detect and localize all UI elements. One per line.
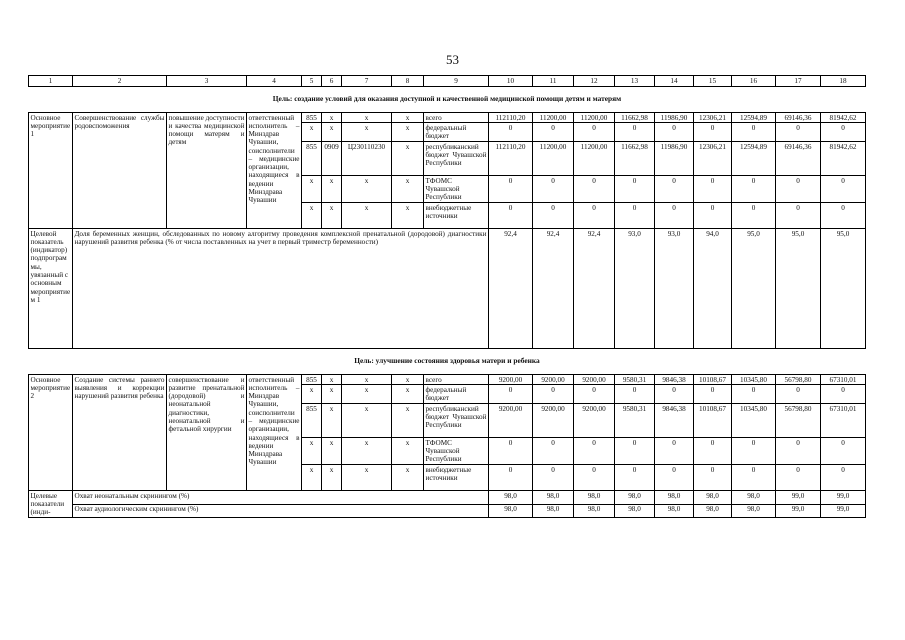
amount-cell: 11986,90 bbox=[655, 113, 694, 123]
amount-cell: 11662,98 bbox=[615, 113, 655, 123]
amount-cell: 0 bbox=[489, 438, 533, 465]
amount-cell: 0 bbox=[533, 438, 574, 465]
indicator-label: Целевой показатель (индикатор) подпрограммы, увязанный с основным мероприятием 1 bbox=[29, 229, 73, 349]
column-number: 6 bbox=[322, 76, 342, 87]
amount-cell: 69146,36 bbox=[776, 113, 821, 123]
program-table bbox=[28, 75, 866, 518]
amount-cell: 0 bbox=[615, 176, 655, 203]
amount-cell: 9846,38 bbox=[655, 375, 694, 385]
column-number: 2 bbox=[73, 76, 167, 87]
column-number: 8 bbox=[392, 76, 424, 87]
code-cell: х bbox=[322, 176, 342, 203]
funding-source: всего bbox=[424, 375, 489, 385]
indicator-value: 98,0 bbox=[655, 504, 694, 517]
indicator-value: 98,0 bbox=[489, 491, 533, 504]
amount-cell: 0 bbox=[776, 465, 821, 491]
funding-source: ТФОМС Чувашской Республики bbox=[424, 438, 489, 465]
column-number: 9 bbox=[424, 76, 489, 87]
code-cell: 855 bbox=[302, 113, 322, 123]
amount-cell: 9200,00 bbox=[533, 404, 574, 438]
amount-cell: 81942,62 bbox=[821, 142, 866, 176]
goal-row bbox=[29, 87, 866, 113]
amount-cell: 11986,90 bbox=[655, 142, 694, 176]
column-number-row bbox=[29, 76, 866, 87]
indicator-value: 92,4 bbox=[533, 229, 574, 349]
amount-cell: 0 bbox=[776, 438, 821, 465]
amount-cell: 0 bbox=[574, 438, 615, 465]
code-cell: х bbox=[342, 438, 392, 465]
amount-cell: 0 bbox=[489, 465, 533, 491]
funding-source: внебюджетные источники bbox=[424, 203, 489, 229]
amount-cell: 10108,67 bbox=[694, 375, 732, 385]
amount-cell: 0 bbox=[732, 438, 776, 465]
code-cell: 0909 bbox=[322, 142, 342, 176]
indicator-value: 98,0 bbox=[655, 491, 694, 504]
amount-cell: 0 bbox=[732, 385, 776, 404]
amount-cell: 0 bbox=[776, 385, 821, 404]
amount-cell: 12594,89 bbox=[732, 113, 776, 123]
amount-cell: 9200,00 bbox=[489, 404, 533, 438]
indicator-text: Охват неонатальным скринингом (%) bbox=[73, 491, 489, 504]
amount-cell: 9200,00 bbox=[574, 404, 615, 438]
funding-source: ТФОМС Чувашской Республики bbox=[424, 176, 489, 203]
indicator-value: 92,4 bbox=[489, 229, 533, 349]
amount-cell: 0 bbox=[574, 176, 615, 203]
amount-cell: 0 bbox=[655, 123, 694, 142]
indicator-value: 98,0 bbox=[489, 504, 533, 517]
amount-cell: 0 bbox=[574, 385, 615, 404]
amount-cell: 0 bbox=[655, 465, 694, 491]
code-cell: х bbox=[322, 123, 342, 142]
funding-source: внебюджетные источники bbox=[424, 465, 489, 491]
indicator-value: 93,0 bbox=[615, 229, 655, 349]
code-cell: х bbox=[342, 404, 392, 438]
code-cell: х bbox=[392, 375, 424, 385]
code-cell: х bbox=[342, 113, 392, 123]
amount-cell: 0 bbox=[694, 203, 732, 229]
column-number: 4 bbox=[247, 76, 302, 87]
code-cell: х bbox=[342, 375, 392, 385]
amount-cell: 0 bbox=[821, 203, 866, 229]
code-cell: х bbox=[392, 123, 424, 142]
amount-cell: 0 bbox=[821, 123, 866, 142]
amount-cell: 56798,80 bbox=[776, 375, 821, 385]
finance-row bbox=[29, 113, 866, 123]
amount-cell: 0 bbox=[533, 465, 574, 491]
amount-cell: 0 bbox=[533, 385, 574, 404]
code-cell: Ц230110230 bbox=[342, 142, 392, 176]
code-cell: х bbox=[322, 113, 342, 123]
funding-source: федеральный бюджет bbox=[424, 123, 489, 142]
code-cell: х bbox=[392, 438, 424, 465]
amount-cell: 9200,00 bbox=[533, 375, 574, 385]
amount-cell: 11200,00 bbox=[533, 113, 574, 123]
column-number: 5 bbox=[302, 76, 322, 87]
page-number: 53 bbox=[446, 52, 459, 67]
indicator-row bbox=[29, 229, 866, 349]
amount-cell: 0 bbox=[574, 123, 615, 142]
goal-title: Цель: улучшение состояния здоровья матери и ребенка bbox=[29, 349, 866, 375]
code-cell: х bbox=[392, 176, 424, 203]
indicator-value: 99,0 bbox=[821, 504, 866, 517]
funding-source: всего bbox=[424, 113, 489, 123]
indicator-row bbox=[29, 504, 866, 517]
amount-cell: 0 bbox=[533, 176, 574, 203]
amount-cell: 9580,31 bbox=[615, 375, 655, 385]
code-cell: х bbox=[342, 176, 392, 203]
column-number: 10 bbox=[489, 76, 533, 87]
indicator-label: Целевые показатели (инди- bbox=[29, 491, 73, 518]
code-cell: х bbox=[322, 385, 342, 404]
funding-source: федеральный бюджет bbox=[424, 385, 489, 404]
indicator-value: 95,0 bbox=[821, 229, 866, 349]
code-cell: 855 bbox=[302, 404, 322, 438]
code-cell: х bbox=[302, 385, 322, 404]
amount-cell: 67310,01 bbox=[821, 375, 866, 385]
column-number: 11 bbox=[533, 76, 574, 87]
measure-name: Совершенствование службы родовспоможения bbox=[73, 113, 167, 229]
amount-cell: 0 bbox=[489, 176, 533, 203]
amount-cell: 69146,36 bbox=[776, 142, 821, 176]
column-number: 3 bbox=[167, 76, 247, 87]
amount-cell: 0 bbox=[574, 465, 615, 491]
column-number: 18 bbox=[821, 76, 866, 87]
amount-cell: 0 bbox=[732, 465, 776, 491]
status-cell: Основное мероприятие 1 bbox=[29, 113, 73, 229]
amount-cell: 0 bbox=[533, 123, 574, 142]
executor-cell: ответственный исполнитель – Минздрав Чувашии, соисполнители – медицинские организации, находящиеся в ведении Минздрава Чувашии bbox=[247, 113, 302, 229]
indicator-value: 93,0 bbox=[655, 229, 694, 349]
amount-cell: 0 bbox=[732, 203, 776, 229]
code-cell: х bbox=[302, 123, 322, 142]
amount-cell: 12306,21 bbox=[694, 142, 732, 176]
indicator-value: 98,0 bbox=[574, 504, 615, 517]
amount-cell: 11200,00 bbox=[533, 142, 574, 176]
amount-cell: 0 bbox=[732, 123, 776, 142]
column-number: 1 bbox=[29, 76, 73, 87]
code-cell: х bbox=[392, 404, 424, 438]
code-cell: х bbox=[392, 113, 424, 123]
code-cell: х bbox=[342, 465, 392, 491]
amount-cell: 9846,38 bbox=[655, 404, 694, 438]
indicator-value: 99,0 bbox=[776, 504, 821, 517]
column-number: 16 bbox=[732, 76, 776, 87]
column-number: 12 bbox=[574, 76, 615, 87]
code-cell: х bbox=[322, 404, 342, 438]
column-number: 14 bbox=[655, 76, 694, 87]
amount-cell: 0 bbox=[694, 176, 732, 203]
indicator-value: 98,0 bbox=[574, 491, 615, 504]
code-cell: 855 bbox=[302, 142, 322, 176]
amount-cell: 0 bbox=[615, 385, 655, 404]
amount-cell: 0 bbox=[694, 438, 732, 465]
indicator-text: Охват аудиологическим скринингом (%) bbox=[73, 504, 489, 517]
code-cell: х bbox=[342, 123, 392, 142]
indicator-value: 98,0 bbox=[533, 491, 574, 504]
column-number: 15 bbox=[694, 76, 732, 87]
funding-source: республиканский бюджет Чувашской Республики bbox=[424, 142, 489, 176]
amount-cell: 0 bbox=[776, 203, 821, 229]
code-cell: х bbox=[322, 465, 342, 491]
amount-cell: 0 bbox=[489, 203, 533, 229]
amount-cell: 81942,62 bbox=[821, 113, 866, 123]
amount-cell: 0 bbox=[694, 385, 732, 404]
amount-cell: 0 bbox=[732, 176, 776, 203]
amount-cell: 0 bbox=[615, 465, 655, 491]
amount-cell: 0 bbox=[776, 123, 821, 142]
code-cell: х bbox=[342, 203, 392, 229]
indicator-value: 94,0 bbox=[694, 229, 732, 349]
amount-cell: 0 bbox=[821, 465, 866, 491]
indicator-value: 98,0 bbox=[732, 491, 776, 504]
amount-cell: 0 bbox=[694, 123, 732, 142]
indicator-row bbox=[29, 491, 866, 504]
status-cell: Основное мероприятие 2 bbox=[29, 375, 73, 491]
amount-cell: 10108,67 bbox=[694, 404, 732, 438]
amount-cell: 11662,98 bbox=[615, 142, 655, 176]
code-cell: х bbox=[392, 142, 424, 176]
measure-result: совершенствование и развитие пренатальной (дородовой) и неонатальной диагностики, неонатальной и фетальной хирургии bbox=[167, 375, 247, 491]
column-number: 13 bbox=[615, 76, 655, 87]
amount-cell: 0 bbox=[489, 123, 533, 142]
amount-cell: 10345,80 bbox=[732, 375, 776, 385]
indicator-value: 95,0 bbox=[776, 229, 821, 349]
code-cell: х bbox=[392, 385, 424, 404]
amount-cell: 112110,20 bbox=[489, 113, 533, 123]
code-cell: 855 bbox=[302, 375, 322, 385]
indicator-value: 98,0 bbox=[533, 504, 574, 517]
amount-cell: 9580,31 bbox=[615, 404, 655, 438]
code-cell: х bbox=[322, 438, 342, 465]
amount-cell: 10345,80 bbox=[732, 404, 776, 438]
indicator-value: 98,0 bbox=[615, 491, 655, 504]
code-cell: х bbox=[392, 465, 424, 491]
amount-cell: 0 bbox=[655, 176, 694, 203]
amount-cell: 56798,80 bbox=[776, 404, 821, 438]
indicator-value: 95,0 bbox=[732, 229, 776, 349]
measure-name: Создание системы раннего выявления и коррекции нарушений развития ребенка bbox=[73, 375, 167, 491]
amount-cell: 0 bbox=[821, 438, 866, 465]
code-cell: х bbox=[302, 203, 322, 229]
amount-cell: 0 bbox=[533, 203, 574, 229]
column-number: 7 bbox=[342, 76, 392, 87]
column-number: 17 bbox=[776, 76, 821, 87]
goal-row bbox=[29, 349, 866, 375]
amount-cell: 9200,00 bbox=[489, 375, 533, 385]
amount-cell: 0 bbox=[615, 438, 655, 465]
code-cell: х bbox=[322, 203, 342, 229]
code-cell: х bbox=[302, 465, 322, 491]
amount-cell: 11200,00 bbox=[574, 113, 615, 123]
amount-cell: 0 bbox=[821, 176, 866, 203]
measure-result: повышение доступности и качества медицинской помощи матерям и детям bbox=[167, 113, 247, 229]
amount-cell: 0 bbox=[615, 203, 655, 229]
goal-title: Цель: создание условий для оказания доступной и качественной медицинской помощи детям и матерям bbox=[29, 87, 866, 113]
amount-cell: 9200,00 bbox=[574, 375, 615, 385]
indicator-value: 92,4 bbox=[574, 229, 615, 349]
amount-cell: 0 bbox=[489, 385, 533, 404]
code-cell: х bbox=[342, 385, 392, 404]
amount-cell: 11200,00 bbox=[574, 142, 615, 176]
code-cell: х bbox=[302, 176, 322, 203]
amount-cell: 67310,01 bbox=[821, 404, 866, 438]
amount-cell: 0 bbox=[655, 203, 694, 229]
amount-cell: 0 bbox=[776, 176, 821, 203]
amount-cell: 0 bbox=[655, 385, 694, 404]
indicator-value: 99,0 bbox=[821, 491, 866, 504]
finance-row bbox=[29, 375, 866, 385]
amount-cell: 12594,89 bbox=[732, 142, 776, 176]
indicator-value: 99,0 bbox=[776, 491, 821, 504]
amount-cell: 0 bbox=[821, 385, 866, 404]
indicator-text: Доля беременных женщин, обследованных по новому алгоритму проведения комплексной пренатальной (дородовой) диагностики нарушений развития ребенка (% от числа поставленных на учет в первый триместр беременности) bbox=[73, 229, 489, 349]
amount-cell: 0 bbox=[694, 465, 732, 491]
code-cell: х bbox=[322, 375, 342, 385]
indicator-value: 98,0 bbox=[615, 504, 655, 517]
indicator-value: 98,0 bbox=[694, 491, 732, 504]
indicator-value: 98,0 bbox=[732, 504, 776, 517]
indicator-value: 98,0 bbox=[694, 504, 732, 517]
amount-cell: 12306,21 bbox=[694, 113, 732, 123]
code-cell: х bbox=[302, 438, 322, 465]
amount-cell: 0 bbox=[615, 123, 655, 142]
funding-source: республиканский бюджет Чувашской Республики bbox=[424, 404, 489, 438]
amount-cell: 0 bbox=[655, 438, 694, 465]
code-cell: х bbox=[392, 203, 424, 229]
amount-cell: 112110,20 bbox=[489, 142, 533, 176]
executor-cell: ответственный исполнитель – Минздрав Чувашии, соисполнители – медицинские организации, находящиеся в ведении Минздрава Чувашии bbox=[247, 375, 302, 491]
amount-cell: 0 bbox=[574, 203, 615, 229]
